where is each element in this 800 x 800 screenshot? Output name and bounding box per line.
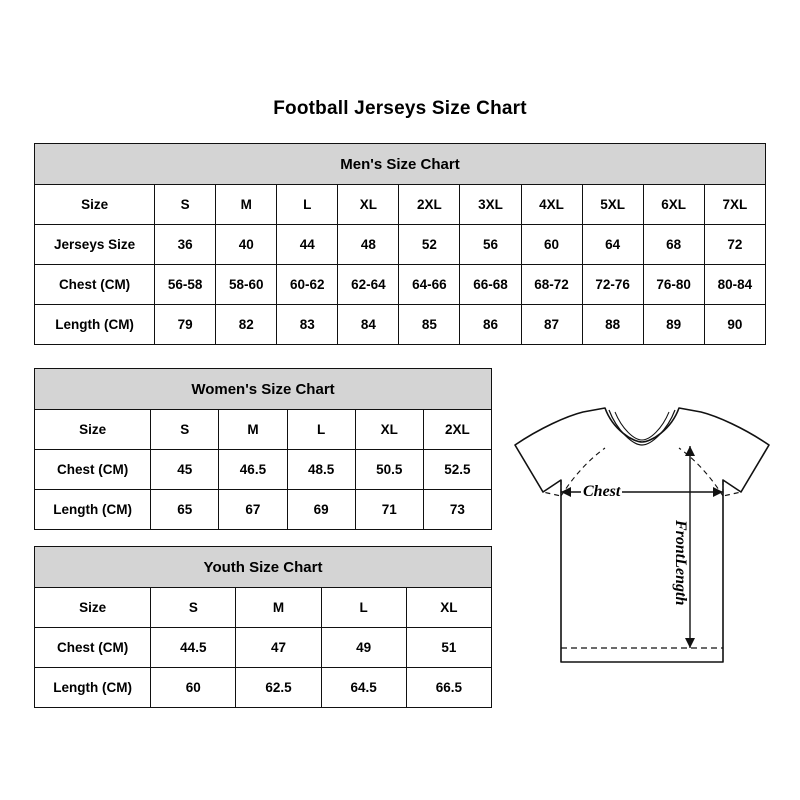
row-label: Length (CM) [35,668,151,708]
row-label: Chest (CM) [35,450,151,490]
table-cell: 45 [151,450,219,490]
table-cell: 79 [155,305,216,345]
table-cell: 64.5 [321,668,406,708]
table-cell: 52.5 [423,450,491,490]
row-label: Length (CM) [35,490,151,530]
front-length-measurement-label: FrontLength [672,520,689,606]
table-cell: 72-76 [582,265,643,305]
table-cell: 48.5 [287,450,355,490]
tshirt-outline-icon [505,400,780,685]
table-cell: XL [355,410,423,450]
table-cell: 47 [236,628,321,668]
row-label: Size [35,588,151,628]
table-cell: M [219,410,287,450]
page-title: Football Jerseys Size Chart [273,98,527,119]
table-cell: S [155,185,216,225]
table-cell: 69 [287,490,355,530]
row-label: Size [35,410,151,450]
womens-size-chart-section [34,368,492,530]
row-label: Chest (CM) [35,265,155,305]
table-cell: 68 [643,225,704,265]
table-cell: 49 [321,628,406,668]
row-label: Length (CM) [35,305,155,345]
table-cell: 68-72 [521,265,582,305]
table-cell: L [277,185,338,225]
table-cell: 56 [460,225,521,265]
youth-table-header: Youth Size Chart [35,547,492,588]
table-cell: S [151,588,236,628]
table-row [35,305,766,345]
table-cell: 71 [355,490,423,530]
table-row [35,225,766,265]
table-cell: 89 [643,305,704,345]
row-label: Chest (CM) [35,628,151,668]
table-header-row [35,369,492,410]
table-cell: 62-64 [338,265,399,305]
womens-table-header: Women's Size Chart [35,369,492,410]
table-cell: 88 [582,305,643,345]
table-cell: 73 [423,490,491,530]
table-row [35,410,492,450]
table-cell: 82 [216,305,277,345]
table-cell: 4XL [521,185,582,225]
table-row [35,490,492,530]
table-row [35,588,492,628]
mens-size-table [34,143,766,345]
table-row [35,265,766,305]
table-cell: 84 [338,305,399,345]
table-cell: 64-66 [399,265,460,305]
table-cell: 44.5 [151,628,236,668]
table-cell: 58-60 [216,265,277,305]
table-cell: 50.5 [355,450,423,490]
tshirt-measurement-diagram [505,400,780,685]
table-cell: 64 [582,225,643,265]
table-cell: 87 [521,305,582,345]
table-cell: 62.5 [236,668,321,708]
table-cell: 51 [406,628,491,668]
table-cell: M [236,588,321,628]
table-cell: L [321,588,406,628]
table-cell: 65 [151,490,219,530]
table-cell: 60-62 [277,265,338,305]
table-cell: 60 [151,668,236,708]
table-cell: 76-80 [643,265,704,305]
table-cell: 67 [219,490,287,530]
row-label: Jerseys Size [35,225,155,265]
table-row [35,185,766,225]
table-cell: 2XL [423,410,491,450]
row-label: Size [35,185,155,225]
table-cell: 3XL [460,185,521,225]
table-cell: 7XL [704,185,765,225]
youth-size-table [34,546,492,708]
chest-measurement-label: Chest [583,483,621,500]
table-cell: 85 [399,305,460,345]
table-cell: 2XL [399,185,460,225]
mens-size-chart-section [34,143,766,345]
table-cell: 40 [216,225,277,265]
table-row [35,668,492,708]
table-cell: 60 [521,225,582,265]
table-cell: 46.5 [219,450,287,490]
table-cell: L [287,410,355,450]
mens-table-header: Men's Size Chart [35,144,766,185]
table-cell: S [151,410,219,450]
table-cell: XL [338,185,399,225]
table-cell: 83 [277,305,338,345]
table-cell: 48 [338,225,399,265]
table-cell: 72 [704,225,765,265]
table-header-row [35,547,492,588]
womens-size-table [34,368,492,530]
table-cell: 5XL [582,185,643,225]
table-cell: 52 [399,225,460,265]
table-cell: 36 [155,225,216,265]
table-row [35,628,492,668]
table-cell: 44 [277,225,338,265]
table-header-row [35,144,766,185]
table-cell: 90 [704,305,765,345]
table-cell: M [216,185,277,225]
table-cell: 6XL [643,185,704,225]
table-cell: XL [406,588,491,628]
table-cell: 86 [460,305,521,345]
youth-size-chart-section [34,546,492,708]
table-cell: 66.5 [406,668,491,708]
table-cell: 56-58 [155,265,216,305]
table-cell: 66-68 [460,265,521,305]
table-row [35,450,492,490]
table-cell: 80-84 [704,265,765,305]
